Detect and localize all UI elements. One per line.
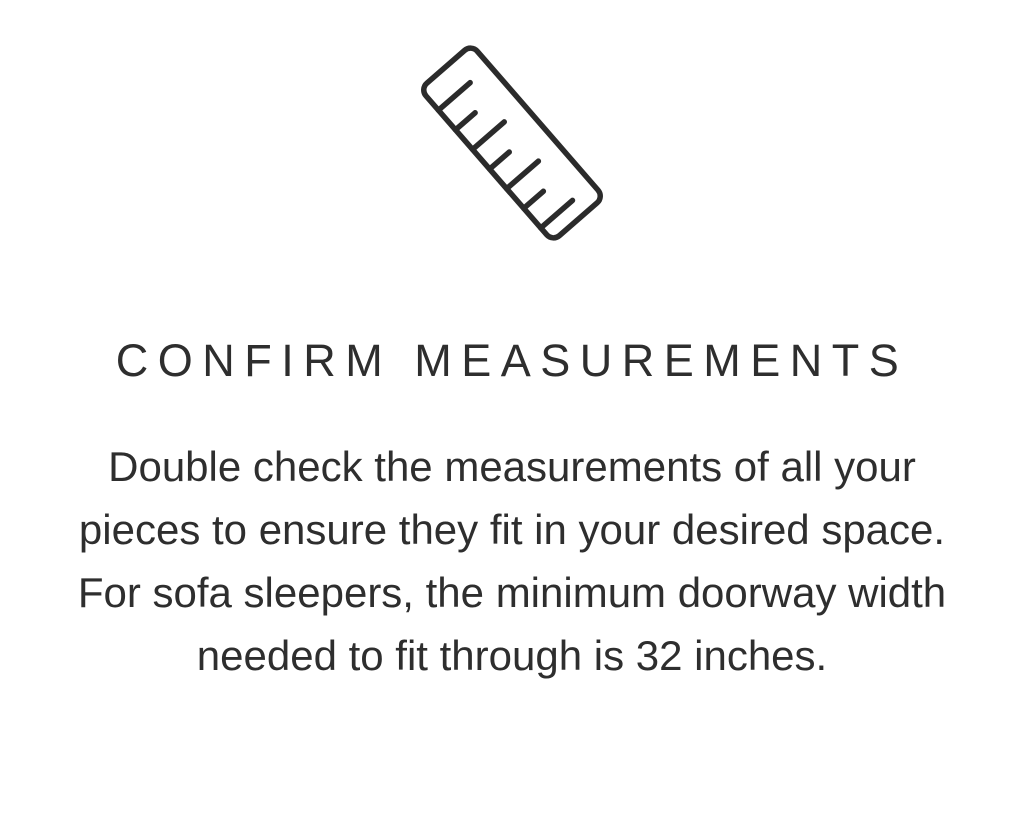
ruler-icon — [362, 18, 662, 268]
page-title: CONFIRM MEASUREMENTS — [115, 335, 909, 386]
description-text: Double check the measurements of all your pieces to ensure they fit in your desired space. For sofa sleepers, the minimum doorway width needed to fit through is 32 inches. — [77, 443, 947, 679]
